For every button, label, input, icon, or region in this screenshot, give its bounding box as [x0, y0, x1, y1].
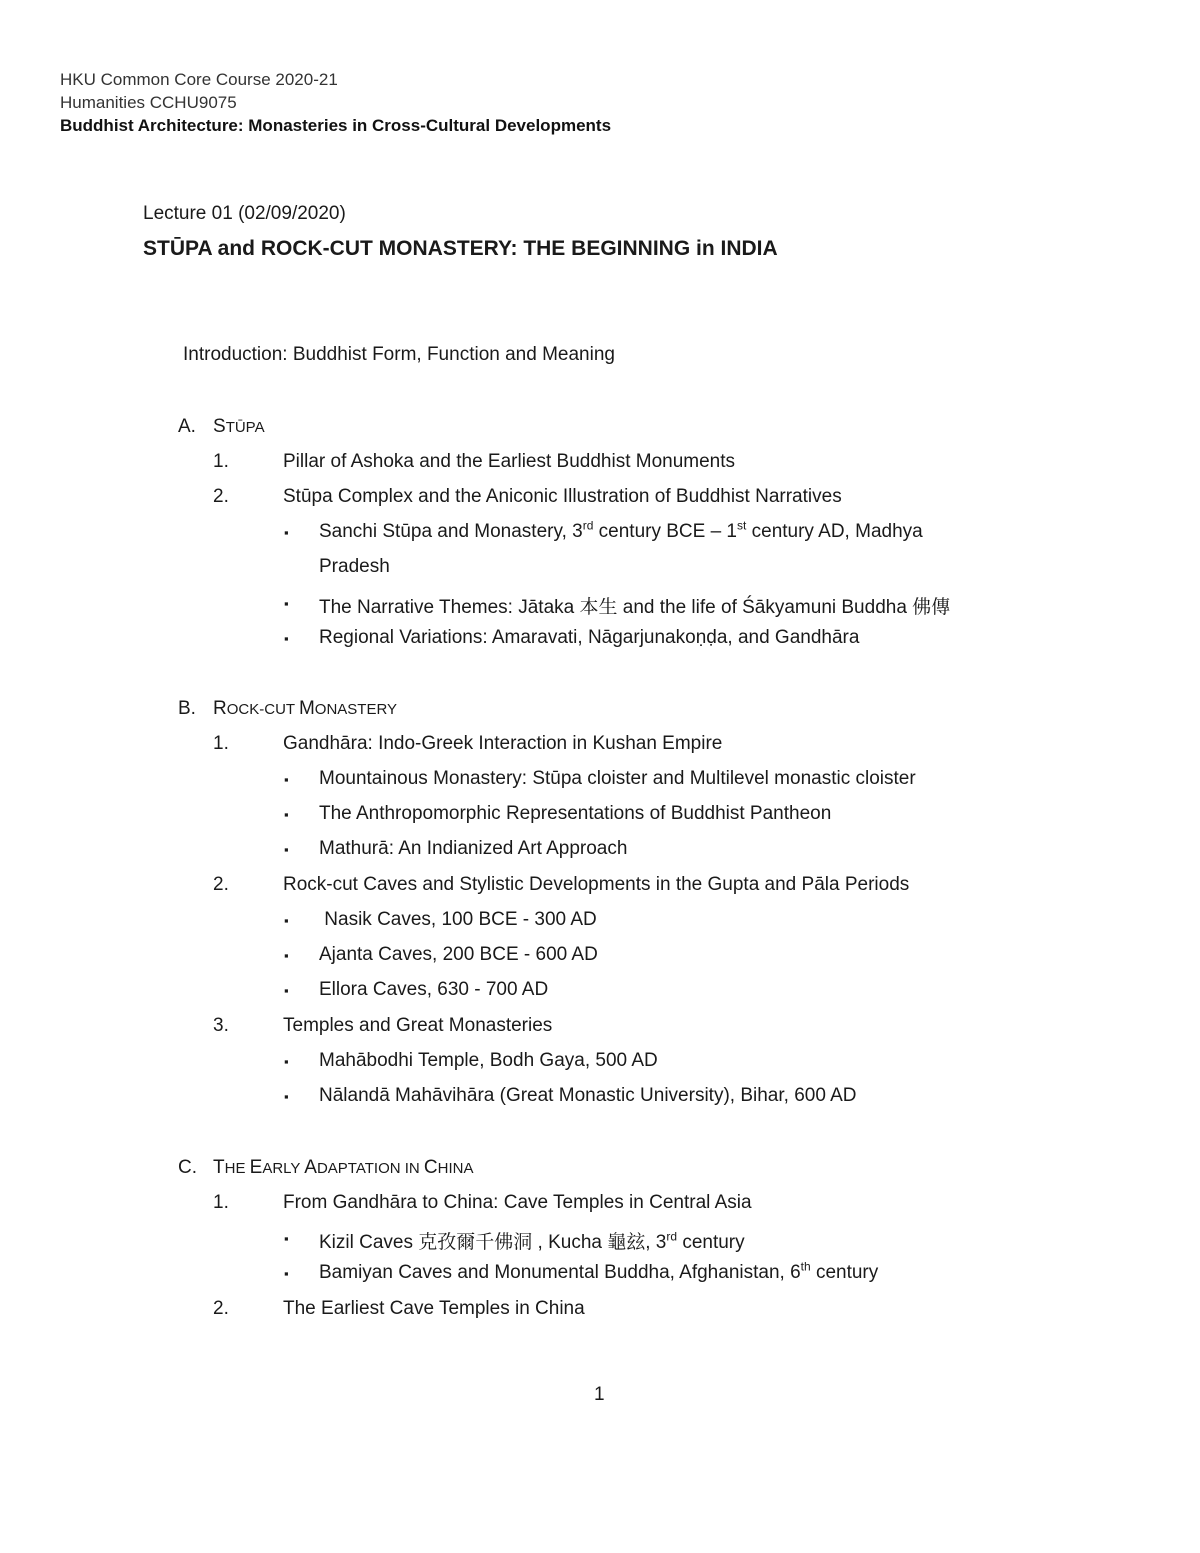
section-c-bullet2-sup: th — [800, 1259, 811, 1274]
section-a-item1-number: 1. — [213, 451, 229, 472]
section-c-title-cap2: E — [249, 1157, 263, 1178]
section-c-title-rest4: HINA — [437, 1160, 474, 1177]
bullet-icon: ▪ — [284, 1231, 289, 1246]
section-a-bullet3: Regional Variations: Amaravati, Nāgarjunakoṇḍa, and Gandhāra — [319, 627, 860, 648]
section-c-letter: C. — [178, 1157, 197, 1178]
section-a-bullet2: The Narrative Themes: Jātaka 本生 and the life of Śākyamuni Buddha 佛傳 — [319, 597, 951, 618]
section-c-item2: The Earliest Cave Temples in China — [283, 1298, 585, 1319]
section-b-bullet1: Mountainous Monastery: Stūpa cloister and Multilevel monastic cloister — [319, 768, 916, 789]
bullet-icon: ▪ — [284, 842, 289, 857]
introduction-line: Introduction: Buddhist Form, Function and Meaning — [183, 344, 615, 365]
section-b-item1: Gandhāra: Indo-Greek Interaction in Kushan Empire — [283, 733, 723, 754]
section-a-letter: A. — [178, 416, 196, 437]
section-b-letter: B. — [178, 698, 196, 719]
section-b-item3: Temples and Great Monasteries — [283, 1015, 553, 1036]
section-a-item1: Pillar of Ashoka and the Earliest Buddhist Monuments — [283, 451, 736, 472]
section-b-bullet2: The Anthropomorphic Representations of Buddhist Pantheon — [319, 803, 832, 824]
section-b-title-rest2: ONASTERY — [314, 701, 398, 718]
section-c-title-cap4: C — [423, 1157, 438, 1178]
course-header-line1: HKU Common Core Course 2020-21 — [60, 70, 338, 89]
section-b-bullet5: Ajanta Caves, 200 BCE - 600 AD — [319, 944, 598, 965]
bullet1-text-c: century AD, Madhya — [746, 521, 923, 542]
section-c-bullet1 — [319, 1227, 745, 1254]
bullet-icon: ▪ — [284, 772, 289, 787]
section-b-bullet7: Mahābodhi Temple, Bodh Gaya, 500 AD — [319, 1050, 658, 1071]
bullet1-text-b: century BCE – 1 — [593, 521, 737, 542]
section-b-item3-number: 3. — [213, 1015, 229, 1036]
section-c-title — [213, 1157, 474, 1179]
section-c-item2-number: 2. — [213, 1298, 229, 1319]
course-header-line2: Humanities CCHU9075 — [60, 93, 237, 112]
bullet-icon: ▪ — [284, 1089, 289, 1104]
section-b-bullet6: Ellora Caves, 630 - 700 AD — [319, 979, 549, 1000]
section-c-bullet2-text-b: century — [810, 1262, 879, 1283]
section-b-title-rest1: OCK-CUT — [226, 701, 299, 718]
section-c-bullet1-text-b: century — [677, 1232, 745, 1253]
section-c-bullet1-text-a: Kizil Caves 克孜爾千佛洞 , Kucha 龜玆, 3 — [319, 1232, 667, 1253]
section-c-bullet1-sup: rd — [666, 1229, 678, 1244]
bullet1-sup-st: st — [737, 518, 747, 533]
section-c-title-rest2: ARLY — [262, 1160, 305, 1177]
bullet-icon: ▪ — [284, 631, 289, 646]
section-c-title-cap3: A — [304, 1157, 317, 1178]
section-a-bullet1 — [319, 518, 923, 543]
section-c-title-rest1: HE — [224, 1160, 250, 1177]
section-b-title-cap1: R — [213, 698, 227, 719]
section-b-item1-number: 1. — [213, 733, 229, 754]
bullet-icon: ▪ — [284, 913, 289, 928]
section-a-item2: Stūpa Complex and the Aniconic Illustration of Buddhist Narratives — [283, 486, 842, 507]
section-a-title-cap: S — [213, 416, 226, 437]
section-c-bullet2 — [319, 1259, 879, 1284]
bullet-icon: ▪ — [284, 1266, 289, 1281]
bullet-icon: ▪ — [284, 596, 289, 611]
section-b-bullet8: Nālandā Mahāvihāra (Great Monastic University), Bihar, 600 AD — [319, 1085, 857, 1106]
section-c-title-cap1: T — [213, 1157, 225, 1178]
section-c-title-rest3: DAPTATION IN — [316, 1160, 424, 1177]
section-b-title — [213, 698, 397, 720]
section-c-bullet2-text-a: Bamiyan Caves and Monumental Buddha, Afghanistan, 6 — [319, 1262, 801, 1283]
section-b-title-cap2: M — [298, 698, 315, 719]
bullet1-sup-rd: rd — [582, 518, 594, 533]
section-b-bullet4: Nasik Caves, 100 BCE - 300 AD — [319, 909, 597, 930]
section-c-item1-number: 1. — [213, 1192, 229, 1213]
section-b-bullet3: Mathurā: An Indianized Art Approach — [319, 838, 628, 859]
bullet-icon: ▪ — [284, 1054, 289, 1069]
lecture-title: STŪPA and ROCK-CUT MONASTERY: THE BEGINNING in INDIA — [143, 237, 778, 260]
section-a-item2-number: 2. — [213, 486, 229, 507]
lecture-label: Lecture 01 (02/09/2020) — [143, 203, 346, 224]
section-c-item1: From Gandhāra to China: Cave Temples in Central Asia — [283, 1192, 752, 1213]
bullet1-text-a: Sanchi Stūpa and Monastery, 3 — [319, 521, 583, 542]
page-number: 1 — [594, 1384, 605, 1405]
section-a-title-rest: TŪPA — [225, 419, 265, 436]
bullet-icon: ▪ — [284, 948, 289, 963]
bullet-icon: ▪ — [284, 807, 289, 822]
bullet-icon: ▪ — [284, 983, 289, 998]
section-a-title — [213, 416, 265, 438]
bullet-icon: ▪ — [284, 525, 289, 540]
section-b-item2-number: 2. — [213, 874, 229, 895]
section-a-bullet1-continuation: Pradesh — [319, 556, 390, 577]
course-title: Buddhist Architecture: Monasteries in Cross-Cultural Developments — [60, 116, 612, 135]
section-b-item2: Rock-cut Caves and Stylistic Developments in the Gupta and Pāla Periods — [283, 874, 910, 895]
